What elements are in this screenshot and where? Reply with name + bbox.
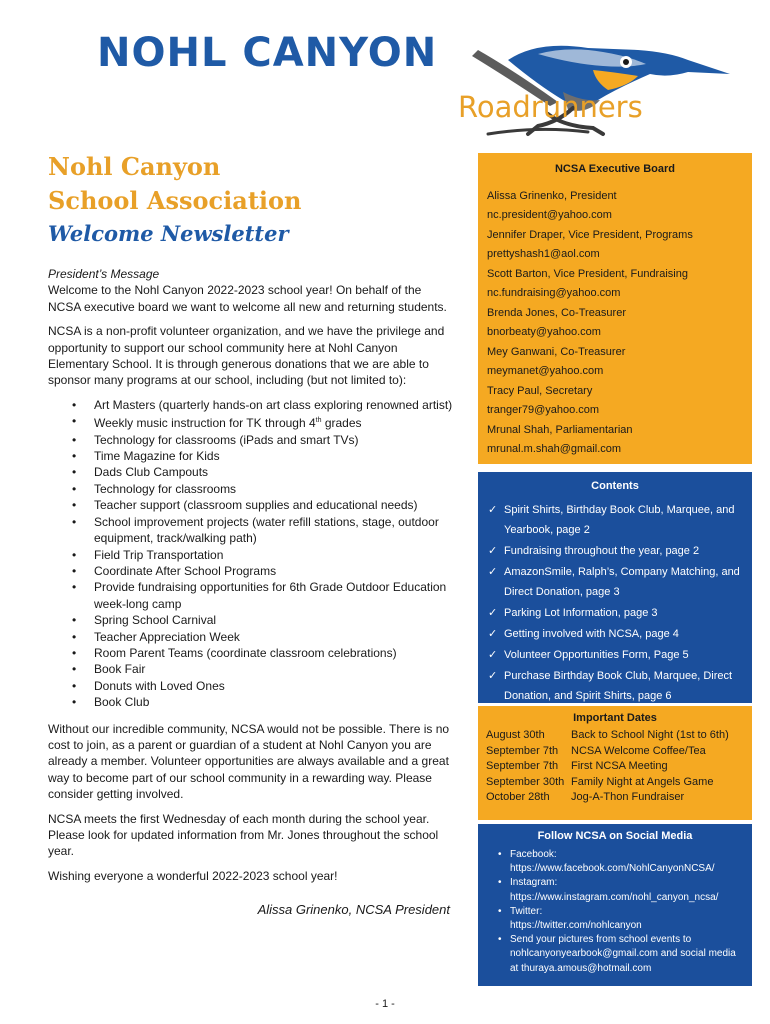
- board-member: [487, 304, 743, 342]
- date-label: September 7th: [486, 744, 559, 757]
- wishes-paragraph: Wishing everyone a wonderful 2022-2023 school year!: [48, 868, 338, 883]
- event-label: First NCSA Meeting: [571, 760, 668, 772]
- list-item: • School improvement projects (water refill stations, stage, outdoor equipment, track/walking path): [48, 514, 454, 547]
- event-label: NCSA Welcome Coffee/Tea: [571, 744, 706, 757]
- board-member: [487, 343, 743, 381]
- member-email[interactable]: nc.fundraising@yahoo.com: [487, 287, 621, 299]
- social-label: Instagram:: [510, 877, 558, 889]
- board-member: [487, 382, 743, 420]
- date-row: [486, 775, 744, 791]
- event-label: Back to School Night (1st to 6th): [571, 729, 729, 741]
- dates-title: Important Dates: [573, 712, 657, 724]
- contents-item: ✓ Getting involved with NCSA, page 4: [486, 624, 744, 644]
- social-media-box: [478, 824, 752, 986]
- member-email[interactable]: prettyshash1@aol.com: [487, 248, 600, 260]
- date-row: [486, 728, 744, 744]
- meetings-paragraph: NCSA meets the first Wednesday of each month during the school year. Please look for updated information from Mr. Jones throughout the school year.: [48, 811, 439, 859]
- contents-title: Contents: [591, 480, 639, 492]
- intro-paragraph: Welcome to the Nohl Canyon 2022-2023 school year! On behalf of the NCSA executive board we want to welcome all new and returning students.: [48, 283, 447, 314]
- event-label: Jog-A-Thon Fundraiser: [571, 791, 685, 803]
- logo-subtitle: Roadrunners: [458, 90, 643, 124]
- instagram-link[interactable]: https://www.instagram.com/nohl_canyon_ncsa/: [510, 891, 719, 903]
- member-email[interactable]: tranger79@yahoo.com: [487, 404, 600, 416]
- list-item: • Weekly music instruction for TK through 4th grades: [48, 413, 454, 431]
- list-item: • Dads Club Campouts: [48, 464, 454, 480]
- member-name: Mey Ganwani, Co-Treasurer: [487, 346, 626, 358]
- heading-line-2: School Association: [48, 186, 302, 215]
- social-label: Facebook:: [510, 849, 557, 860]
- board-member: [487, 265, 743, 303]
- executive-board-box: [478, 153, 752, 464]
- presidents-message-title: President’s Message: [48, 267, 160, 281]
- board-member: [487, 226, 743, 264]
- member-name: Jennifer Draper, Vice President, Programs: [487, 229, 693, 241]
- list-item: • Field Trip Transportation: [48, 547, 454, 563]
- member-name: Scott Barton, Vice President, Fundraising: [487, 268, 688, 280]
- date-label: September 30th: [486, 775, 565, 788]
- about-paragraph: NCSA is a non-profit volunteer organization, and we have the privilege and opportunity to support our school community here at Nohl Canyon Elementary School. It is through generous donations that we are able to sponsor many programs at our school, including (but not limited to):: [48, 324, 445, 388]
- community-paragraph: Without our incredible community, NCSA would not be possible. There is no cost to join, as a parent or guardian of a student at Nohl Canyon you are already a member. Volunteer opportunities are always available and a great way to become part of our school community in a rewarding way. Please consider getting involved.: [48, 721, 450, 802]
- member-name: Tracy Paul, Secretary: [487, 385, 593, 397]
- social-item-pictures: [488, 933, 742, 976]
- facebook-link[interactable]: https://www.facebook.com/NohlCanyonNCSA/: [510, 863, 715, 875]
- list-item: • Provide fundraising opportunities for 6th Grade Outdoor Education week-long camp: [48, 579, 454, 612]
- twitter-link[interactable]: https://twitter.com/nohlcanyon: [510, 920, 642, 932]
- list-item: • Teacher support (classroom supplies and educational needs): [48, 497, 454, 513]
- logo-title: NOHL CANYON: [97, 30, 438, 76]
- board-member: [487, 187, 743, 225]
- social-item-facebook: [488, 848, 742, 876]
- list-item: • Time Magazine for Kids: [48, 448, 454, 464]
- date-label: October 28th: [486, 791, 550, 803]
- list-item: • Technology for classrooms (iPads and smart TVs): [48, 432, 454, 448]
- pictures-emails[interactable]: nohlcanyonyearbook@gmail.com and social media at thuraya.amous@hotmail.com: [510, 948, 736, 974]
- important-dates-box: [478, 706, 752, 820]
- contents-list: [486, 500, 744, 706]
- signature: Alissa Grinenko, NCSA President: [257, 902, 450, 918]
- member-name: Mrunal Shah, Parliamentarian: [487, 424, 633, 436]
- contents-item: ✓ Parking Lot Information, page 3: [486, 603, 744, 623]
- social-label: Twitter:: [510, 905, 543, 917]
- heading-line-1: Nohl Canyon: [48, 152, 221, 181]
- date-row: [486, 790, 744, 806]
- member-email[interactable]: bnorbeaty@yahoo.com: [487, 326, 601, 338]
- date-label: September 7th: [486, 760, 559, 772]
- member-email[interactable]: meymanet@yahoo.com: [487, 365, 604, 377]
- list-item: • Spring School Carnival: [48, 612, 454, 628]
- page-number: - 1 -: [375, 998, 395, 1010]
- social-item-twitter: [488, 905, 742, 933]
- contents-item: ✓ Spirit Shirts, Birthday Book Club, Marquee, and Yearbook, page 2: [486, 500, 744, 540]
- list-item: • Donuts with Loved Ones: [48, 678, 454, 694]
- roadrunner-logo-icon: [388, 30, 738, 142]
- contents-item: ✓ Fundraising throughout the year, page 2: [486, 541, 744, 561]
- member-name: Alissa Grinenko, President: [487, 190, 617, 202]
- social-label: Send your pictures from school events to: [510, 934, 692, 946]
- list-item: • Technology for classrooms: [48, 481, 454, 497]
- list-item: • Coordinate After School Programs: [48, 563, 454, 579]
- contents-item: ✓ AmazonSmile, Ralph’s, Company Matching, and Direct Donation, page 3: [486, 562, 744, 602]
- board-member: [487, 421, 743, 459]
- member-name: Brenda Jones, Co-Treasurer: [487, 307, 626, 319]
- contents-box: [478, 472, 752, 703]
- social-item-instagram: [488, 876, 742, 904]
- board-title: NCSA Executive Board: [554, 163, 676, 175]
- list-item: • Book Fair: [48, 661, 454, 677]
- main-column: [48, 150, 454, 917]
- social-title: Follow NCSA on Social Media: [537, 830, 693, 842]
- contents-item: ✓ Purchase Birthday Book Club, Marquee, Direct Donation, and Spirit Shirts, page 6: [486, 666, 744, 706]
- member-email[interactable]: nc.president@yahoo.com: [487, 209, 612, 221]
- heading-welcome: Welcome Newsletter: [48, 221, 289, 246]
- list-item: • Teacher Appreciation Week: [48, 629, 454, 645]
- list-item: • Book Club: [48, 694, 454, 710]
- event-label: Family Night at Angels Game: [571, 775, 714, 788]
- member-email[interactable]: mrunal.m.shah@gmail.com: [487, 443, 622, 455]
- list-item: • Room Parent Teams (coordinate classroom celebrations): [48, 645, 454, 661]
- contents-item: ✓ Volunteer Opportunities Form, Page 5: [486, 645, 744, 665]
- date-row: [486, 759, 744, 775]
- date-row: [486, 744, 744, 760]
- social-list: [488, 848, 742, 976]
- list-item: • Art Masters (quarterly hands-on art class exploring renowned artist): [48, 397, 454, 413]
- programs-list: [48, 397, 454, 711]
- date-label: August 30th: [486, 729, 545, 741]
